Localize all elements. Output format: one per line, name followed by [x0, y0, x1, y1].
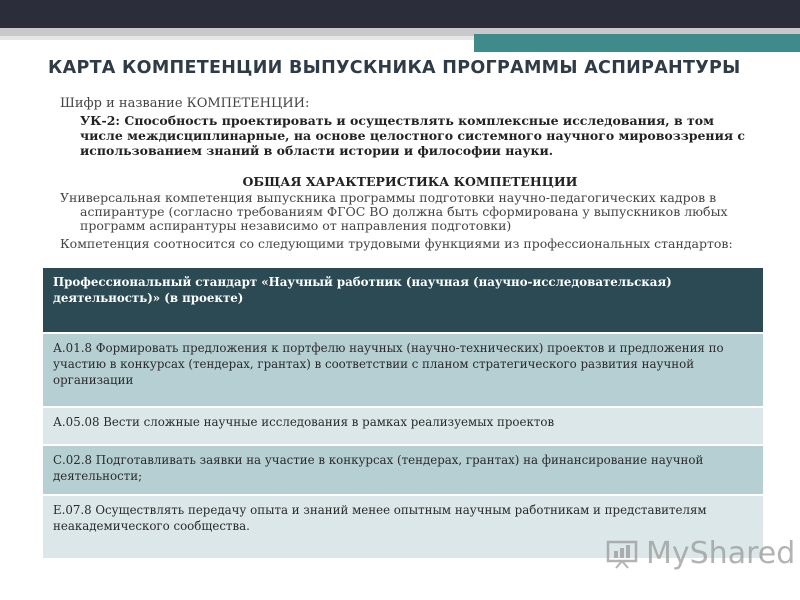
general-text-line-1: Универсальная компетенция выпускника программы подготовки научно-педагогических кадров в [60, 190, 717, 205]
general-header: ОБЩАЯ ХАРАКТЕРИСТИКА КОМПЕТЕНЦИИ [242, 174, 578, 189]
presentation-icon [606, 539, 640, 569]
table-row [43, 445, 763, 495]
watermark-text: MyShared [646, 536, 796, 571]
competency-description [60, 96, 760, 251]
top-bar-line-light [0, 36, 474, 40]
table-row [43, 407, 763, 445]
table-cell: А.01.8 Формировать предложения к портфелю научных (научно-технических) проектов и предложения по участию в конкурсах (тендерах, грантах) в соответствии с планом стратегического развития научной организации [43, 333, 763, 407]
standards-table [43, 268, 763, 560]
top-bar [0, 0, 800, 28]
general-text-line-2: аспирантуре (согласно требованиям ФГОС ВО должна быть сформирована у выпускников любых программ аспирантуры независимо от направления подготовки) [80, 204, 728, 233]
table-row [43, 333, 763, 407]
table-cell: А.05.08 Вести сложные научные исследования в рамках реализуемых проектов [43, 407, 763, 445]
top-bar-accent [474, 34, 800, 52]
table-header-cell: Профессиональный стандарт «Научный работник (научная (научно-исследовательская) деятельность)» (в проекте) [43, 268, 763, 333]
table-header-row [43, 268, 763, 333]
table-cell: С.02.8 Подготавливать заявки на участие в конкурсах (тендерах, грантах) на финансирование научной деятельности; [43, 445, 763, 495]
relation-text: Компетенция соотносится со следующими трудовыми функциями из профессиональных стандартов: [60, 236, 733, 251]
competency-text: УК-2: Способность проектировать и осуществлять комплексные исследования, в том числе междисциплинарные, на основе целостного системного научного мировоззрения с использованием знаний в области истории и философии науки. [80, 113, 746, 158]
code-label: Шифр и название КОМПЕТЕНЦИИ: [60, 96, 310, 111]
general-text [60, 191, 760, 233]
watermark [606, 536, 795, 571]
table-cell: Е.07.8 Осуществлять передачу опыта и знаний менее опытным научным работникам и представителям неакадемического сообщества. [43, 495, 763, 559]
slide-title: КАРТА КОМПЕТЕНЦИИ ВЫПУСКНИКА ПРОГРАММЫ АСПИРАНТУРЫ [48, 58, 741, 78]
